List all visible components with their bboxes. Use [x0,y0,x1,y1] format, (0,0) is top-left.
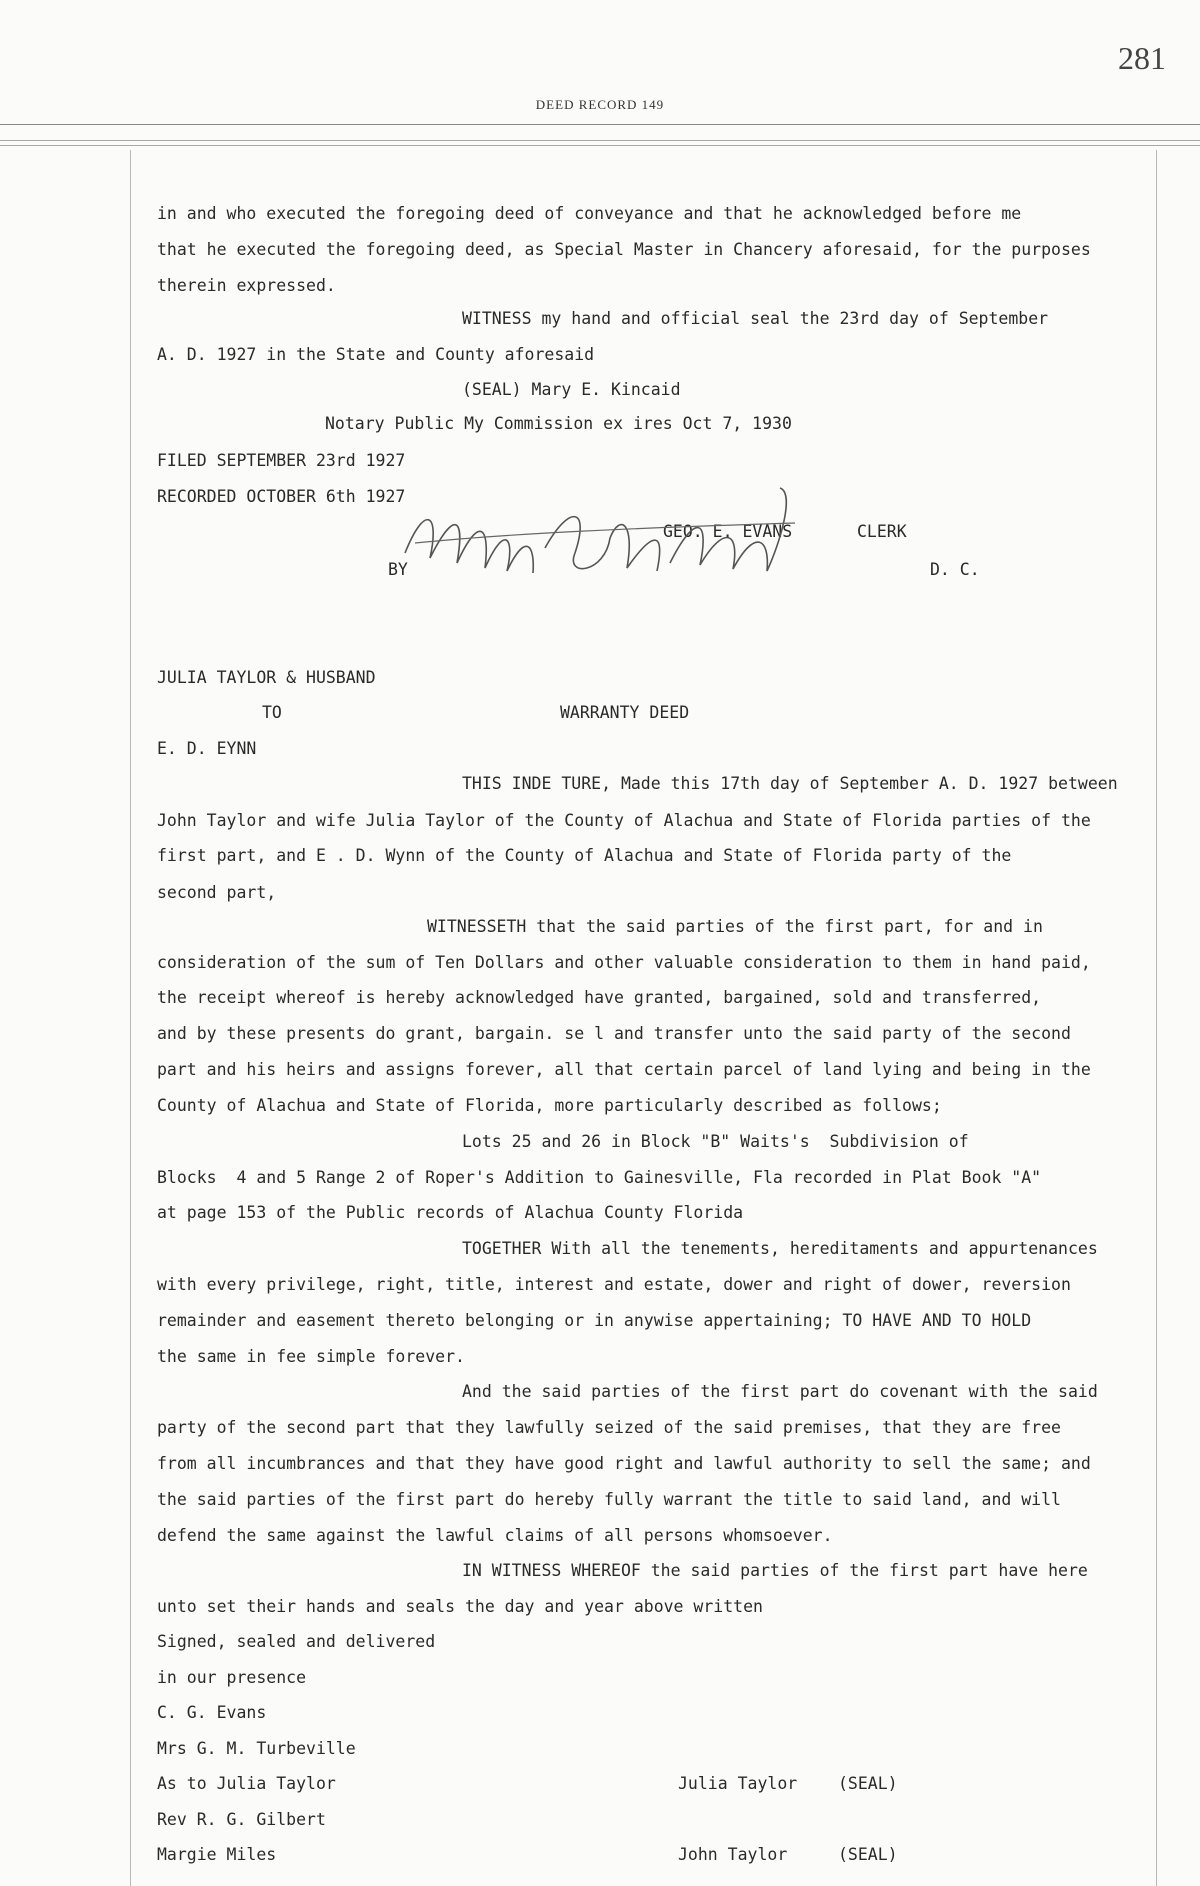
notary-seal: (SEAL) Mary E. Kincaid [462,380,681,399]
deed-line: the same in fee simple forever. [157,1347,465,1366]
deed-line: TOGETHER With all the tenements, hereditaments and appurtenances [462,1239,1098,1258]
left-margin-line [130,150,131,1886]
deed-line: party of the second part that they lawfully seized of the said premises, that they are free [157,1418,1061,1437]
deed-line: WITNESSETH that the said parties of the first part, for and in [427,917,1043,936]
page-number: 281 [1118,40,1166,76]
grantee-caption: E. D. EYNN [157,739,257,758]
clerk-signature [395,483,825,598]
deed-line: the receipt whereof is hereby acknowledged have granted, bargained, sold and transferred, [157,988,1042,1007]
deed-line: remainder and easement thereto belonging or in anywise appertaining; TO HAVE AND TO HOLD [157,1311,1032,1330]
recorded-date: RECORDED OCTOBER 6th 1927 [157,487,406,506]
witness-name: Rev R. G. Gilbert [157,1810,326,1829]
witness-name: C. G. Evans [157,1703,267,1722]
deed-line: consideration of the sum of Ten Dollars and other valuable consideration to them in hand paid, [157,953,1091,972]
header-rule [0,124,1200,125]
certificate-witness: WITNESS my hand and official seal the 23rd day of September [462,309,1049,328]
deed-line: with every privilege, right, title, interest and estate, dower and right of dower, reversion [157,1275,1071,1294]
deed-line: the said parties of the first part do hereby fully warrant the title to said land, and will [157,1490,1061,1509]
deed-line: in our presence [157,1668,307,1687]
witness-name: Mrs G. M. Turbeville [157,1739,356,1758]
deed-line: Blocks 4 and 5 Range 2 of Roper's Addition to Gainesville, Fla recorded in Plat Book "A" [157,1168,1042,1187]
notary-commission: Notary Public My Commission ex ires Oct 7, 1930 [325,414,792,433]
by-label: BY [388,560,408,579]
deed-line: Lots 25 and 26 in Block "B" Waits's Subdivision of [462,1132,969,1151]
deed-line: first part, and E . D. Wynn of the County of Alachua and State of Florida party of the [157,846,1012,865]
deed-line: Signed, sealed and delivered [157,1632,436,1651]
to-caption: TO [262,703,282,722]
witness-note: As to Julia Taylor [157,1774,336,1793]
clerk-name: GEO. E. EVANS [663,522,793,541]
deed-line: at page 153 of the Public records of Alachua County Florida [157,1203,744,1222]
grantor-caption: JULIA TAYLOR & HUSBAND [157,668,376,687]
deed-line: defend the same against the lawful claims of all persons whomsoever. [157,1526,833,1545]
signature-seal: (SEAL) [838,1774,898,1793]
clerk-title: CLERK [857,522,907,541]
signature-name: John Taylor [678,1845,788,1864]
page-header: DEED RECORD 149 [535,97,665,112]
signature-seal: (SEAL) [838,1845,898,1864]
deed-line: and by these presents do grant, bargain. se l and transfer unto the said party of the second [157,1024,1071,1043]
right-margin-line [1156,150,1157,1886]
deed-line: part and his heirs and assigns forever, all that certain parcel of land lying and being in the [157,1060,1091,1079]
filed-date: FILED SEPTEMBER 23rd 1927 [157,451,406,470]
deed-line: IN WITNESS WHEREOF the said parties of the first part have here [462,1561,1088,1580]
deed-line: And the said parties of the first part do covenant with the said [462,1382,1098,1401]
deputy-clerk-label: D. C. [930,560,980,579]
deed-line: John Taylor and wife Julia Taylor of the County of Alachua and State of Florida parties of the [157,811,1091,830]
witness-name: Margie Miles [157,1845,277,1864]
deed-line: THIS INDE TURE, Made this 17th day of September A. D. 1927 between [462,774,1118,793]
header-rule [0,140,1200,141]
deed-line: from all incumbrances and that they have good right and lawful authority to sell the same; and [157,1454,1091,1473]
header-rule [0,145,1200,146]
certificate-line: that he executed the foregoing deed, as Special Master in Chancery aforesaid, for the purposes [157,240,1091,259]
certificate-line: in and who executed the foregoing deed of conveyance and that he acknowledged before me [157,204,1022,223]
signature-name: Julia Taylor [678,1774,798,1793]
deed-line: unto set their hands and seals the day and year above written [157,1597,763,1616]
deed-line: second part, [157,883,277,902]
deed-title: WARRANTY DEED [560,703,690,722]
certificate-line: A. D. 1927 in the State and County aforesaid [157,345,595,364]
certificate-line: therein expressed. [157,276,336,295]
deed-line: County of Alachua and State of Florida, more particularly described as follows; [157,1096,942,1115]
